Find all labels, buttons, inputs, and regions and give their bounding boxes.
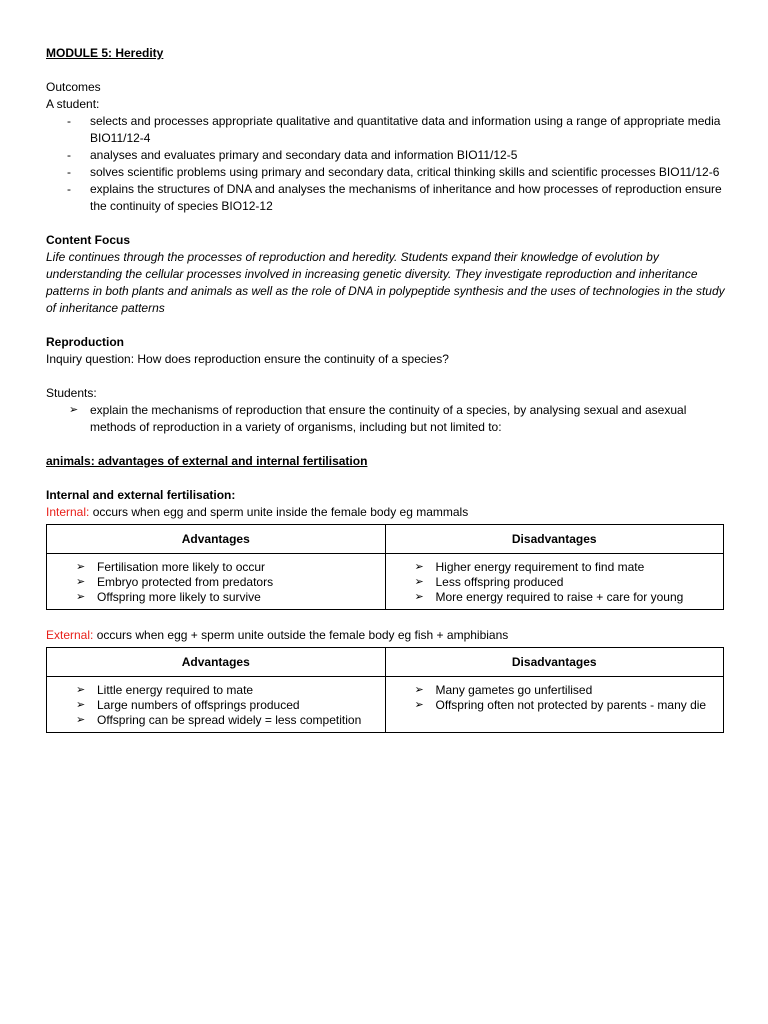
advantages-cell [47,554,386,610]
outcome-text: solves scientific problems using primary and secondary data, critical thinking skills and scientific processes BIO11/12-6 [90,165,720,179]
reproduction-heading: Reproduction [46,335,124,349]
dash-bullet: - [67,148,71,162]
advantages-list [47,683,381,728]
dash-bullet: - [67,182,71,196]
disadvantages-cell [385,677,724,733]
arrow-bullet-icon: ➢ [69,404,79,416]
list-item [47,683,381,698]
list-item [47,590,381,605]
arrow-bullet-icon: ➢ [76,699,86,711]
arrow-bullet-icon: ➢ [76,576,86,588]
list-item [47,560,381,575]
content-focus-text: Life continues through the processes of reproduction and heredity. Students expand their knowledge of evolution by understanding the cellular processes involved in increasing genetic diversity. They investigate reproduction and inheritance patterns in both plants and animals as well as the role of DNA in polypeptide synthesis and the uses of technologies in the study of inheritance patterns [46,250,725,315]
list-item [386,575,720,590]
arrow-bullet-icon: ➢ [76,561,86,573]
list-item-text: Fertilisation more likely to occur [97,560,266,574]
external-definition [46,627,726,644]
table-row [47,554,724,610]
advantages-list [47,560,381,605]
students-item [46,402,726,436]
list-item [386,683,720,698]
list-item-text: Less offspring produced [435,575,564,589]
internal-text: occurs when egg and sperm unite inside the female body eg mammals [89,505,469,519]
arrow-bullet-icon: ➢ [414,699,424,711]
external-label: External: [46,628,94,642]
outcome-text: selects and processes appropriate qualitative and quantitative data and information using a range of appropriate media BIO11/12-4 [90,114,721,145]
arrow-bullet-icon: ➢ [76,591,86,603]
disadvantages-list [386,683,720,713]
advantages-header: Advantages [47,525,386,554]
disadvantages-list [386,560,720,605]
outcome-item [46,113,726,147]
list-item-text: Offspring can be spread widely = less competition [97,713,362,727]
list-item [47,698,381,713]
advantages-cell [47,677,386,733]
outcomes-intro: A student: [46,97,100,111]
list-item [386,698,720,713]
list-item-text: Many gametes go unfertilised [435,683,593,697]
internal-label: Internal: [46,505,90,519]
inquiry-question: Inquiry question: How does reproduction ensure the continuity of a species? [46,352,449,366]
outcome-item [46,147,726,164]
list-item-text: Little energy required to mate [97,683,254,697]
list-item-text: More energy required to raise + care for young [435,590,684,604]
table-header-row [47,648,724,677]
disadvantages-cell [385,554,724,610]
list-item-text: Higher energy requirement to find mate [435,560,645,574]
content-focus-heading: Content Focus [46,233,130,247]
arrow-bullet-icon: ➢ [414,591,424,603]
outcome-item [46,181,726,215]
arrow-bullet-icon: ➢ [414,561,424,573]
dash-bullet: - [67,114,71,128]
list-item-text: Large numbers of offsprings produced [97,698,300,712]
module-title: MODULE 5: Heredity [46,46,164,60]
arrow-bullet-icon: ➢ [414,684,424,696]
disadvantages-header: Disadvantages [385,525,724,554]
students-label: Students: [46,386,97,400]
arrow-bullet-icon: ➢ [76,714,86,726]
outcome-text: analyses and evaluates primary and secondary data and information BIO11/12-5 [90,148,518,162]
list-item-text: Offspring often not protected by parents - many die [435,698,707,712]
list-item-text: Offspring more likely to survive [97,590,261,604]
external-table [46,647,724,733]
outcomes-list [46,113,726,215]
external-text: occurs when egg + sperm unite outside the female body eg fish + amphibians [93,628,509,642]
internal-definition [46,504,726,521]
table-row [47,677,724,733]
table-header-row [47,525,724,554]
outcomes-label: Outcomes [46,80,101,94]
list-item-text: Embryo protected from predators [97,575,274,589]
advantages-header: Advantages [47,648,386,677]
list-item [47,713,381,728]
animals-heading: animals: advantages of external and internal fertilisation [46,454,368,468]
dash-bullet: - [67,165,71,179]
arrow-bullet-icon: ➢ [414,576,424,588]
students-item-text: explain the mechanisms of reproduction that ensure the continuity of a species, by analysing sexual and asexual methods of reproduction in a variety of organisms, including but not limited to: [90,403,687,434]
list-item [47,575,381,590]
disadvantages-header: Disadvantages [385,648,724,677]
fertilisation-heading: Internal and external fertilisation: [46,488,236,502]
internal-table [46,524,724,610]
list-item [386,560,720,575]
outcome-text: explains the structures of DNA and analyses the mechanisms of inheritance and how processes of reproduction ensure the continuity of species BIO12-12 [90,182,722,213]
list-item [386,590,720,605]
arrow-bullet-icon: ➢ [76,684,86,696]
document-page [46,45,726,733]
outcome-item [46,164,726,181]
students-list [46,402,726,436]
